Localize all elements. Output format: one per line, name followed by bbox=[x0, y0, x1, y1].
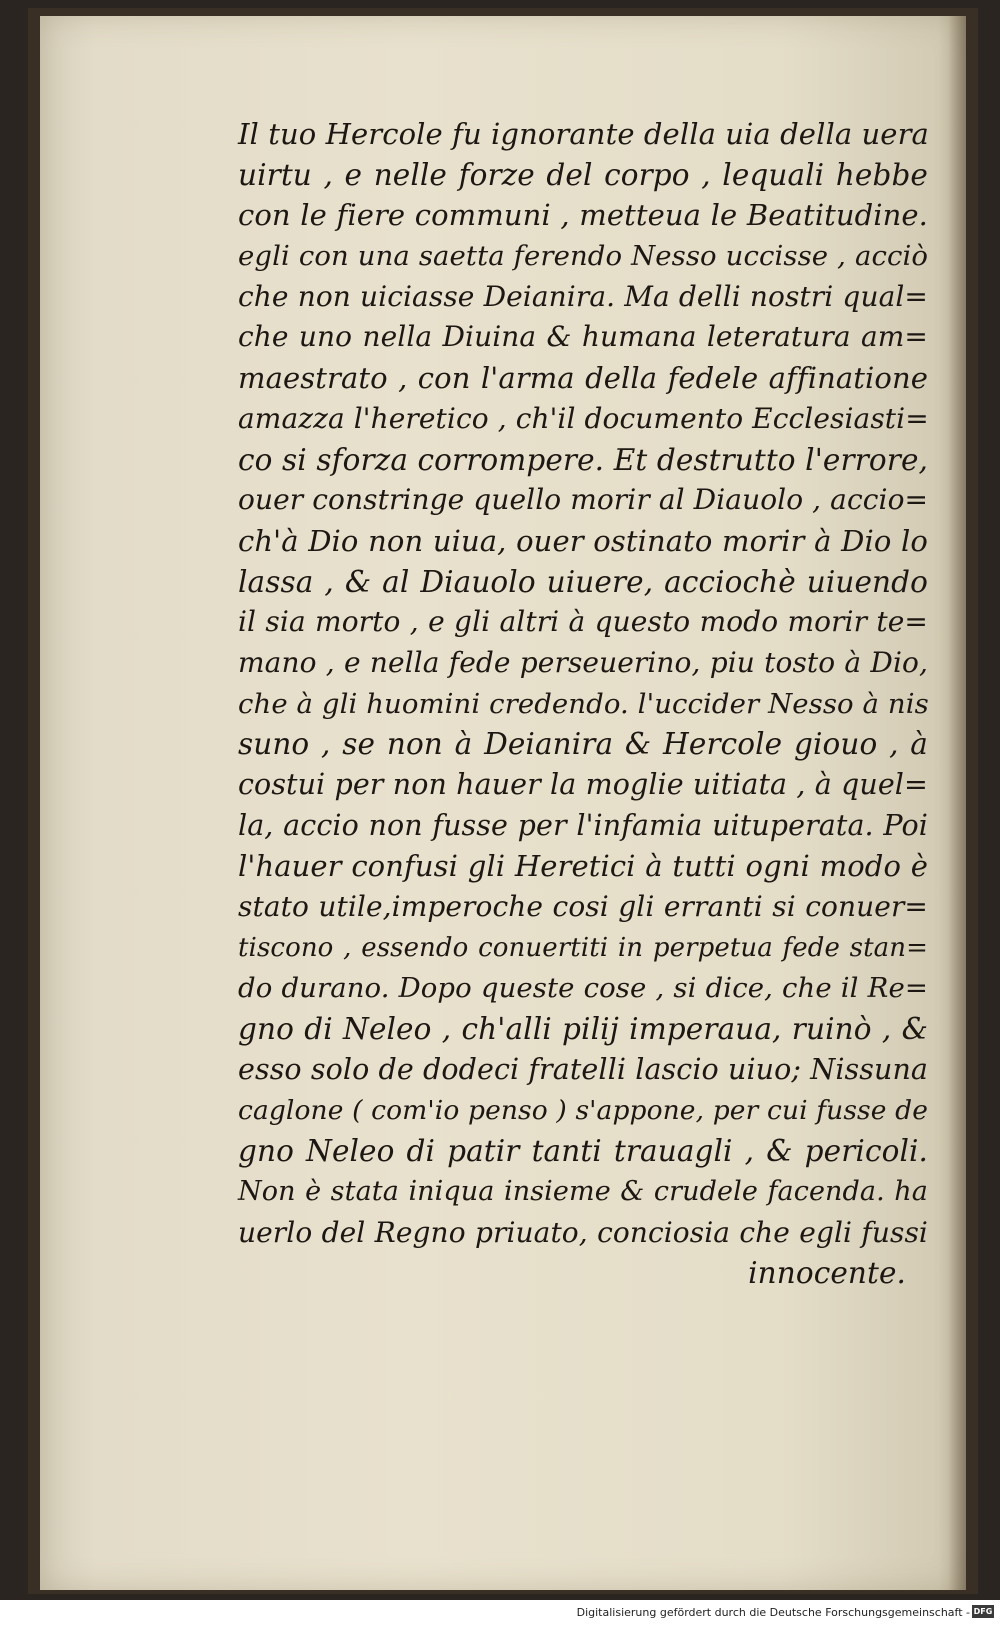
text-line: stato utile,imperoche cosi gli erranti si conuer= bbox=[238, 890, 928, 924]
text-line: amazza l'heretico , ch'il documento Ecclesiasti= bbox=[238, 401, 929, 435]
text-line: Non è stata iniqua insieme & crudele facenda. ha bbox=[238, 1175, 928, 1207]
text-line: che à gli huomini credendo. l'uccider Nesso à nis bbox=[238, 687, 929, 720]
text-line: gno Neleo di patir tanti trauagli , & pericoli. bbox=[238, 1134, 928, 1169]
text-line: mano , e nella fede perseuerino, piu tosto à Dio, bbox=[238, 645, 928, 679]
text-line: egli con una saetta ferendo Nesso uccisse , acciò bbox=[238, 240, 928, 273]
text-line: con le fiere communi , metteua le Beatitudine. bbox=[238, 198, 928, 233]
catchword: innocente. bbox=[748, 1256, 906, 1291]
text-line: do durano. Dopo queste cose , si dice, che il Re= bbox=[238, 972, 928, 1005]
text-line: tiscono , essendo conuertiti in perpetua fede stan= bbox=[238, 932, 928, 963]
text-line: lassa , & al Diauolo uiuere, acciochè uiuendo bbox=[238, 564, 928, 599]
text-line: suno , se non à Deianira & Hercole giouo , à bbox=[238, 727, 928, 762]
text-line: Il tuo Hercole fu ignorante della uia della uera bbox=[238, 117, 929, 151]
text-line: esso solo de dodeci fratelli lascio uiuo; Nissuna bbox=[238, 1052, 928, 1086]
dfg-logo-icon: DFG bbox=[973, 1607, 993, 1616]
text-line: gno di Neleo , ch'alli pilij imperaua, ruinò , & bbox=[238, 1012, 928, 1047]
text-line: caglone ( com'io penso ) s'appone, per cui fusse de bbox=[238, 1094, 928, 1126]
funding-credit: Digitalisierung gefördert durch die Deutsche Forschungsgemeinschaft - bbox=[576, 1606, 970, 1619]
text-line: co si sforza corrompere. Et destrutto l'errore, bbox=[238, 442, 928, 477]
text-line: maestrato , con l'arma della fedele affinatione bbox=[238, 361, 928, 396]
text-line: l'hauer confusi gli Heretici à tutti ogni modo è bbox=[238, 849, 928, 884]
text-line: costui per non hauer la moglie uitiata , à quel= bbox=[238, 768, 928, 801]
text-line: che non uiciasse Deianira. Ma delli nostri qual= bbox=[238, 279, 928, 313]
text-line: ouer constringe quello morir al Diauolo , accio= bbox=[238, 483, 929, 517]
text-line: uerlo del Regno priuato, conciosia che egli fussi bbox=[238, 1215, 928, 1249]
page-text bbox=[238, 114, 928, 1294]
footer-bar bbox=[0, 1600, 1000, 1626]
text-line: uirtu , e nelle forze del corpo , lequali hebbe bbox=[238, 157, 928, 192]
text-line: il sia morto , e gli altri à questo modo morir te= bbox=[238, 605, 928, 639]
text-line: ch'à Dio non uiua, ouer ostinato morir à Dio lo bbox=[238, 523, 928, 558]
text-line: che uno nella Diuina & humana leteratura am= bbox=[238, 320, 928, 354]
text-line: la, accio non fusse per l'infamia uituperata. Poi bbox=[238, 808, 928, 842]
